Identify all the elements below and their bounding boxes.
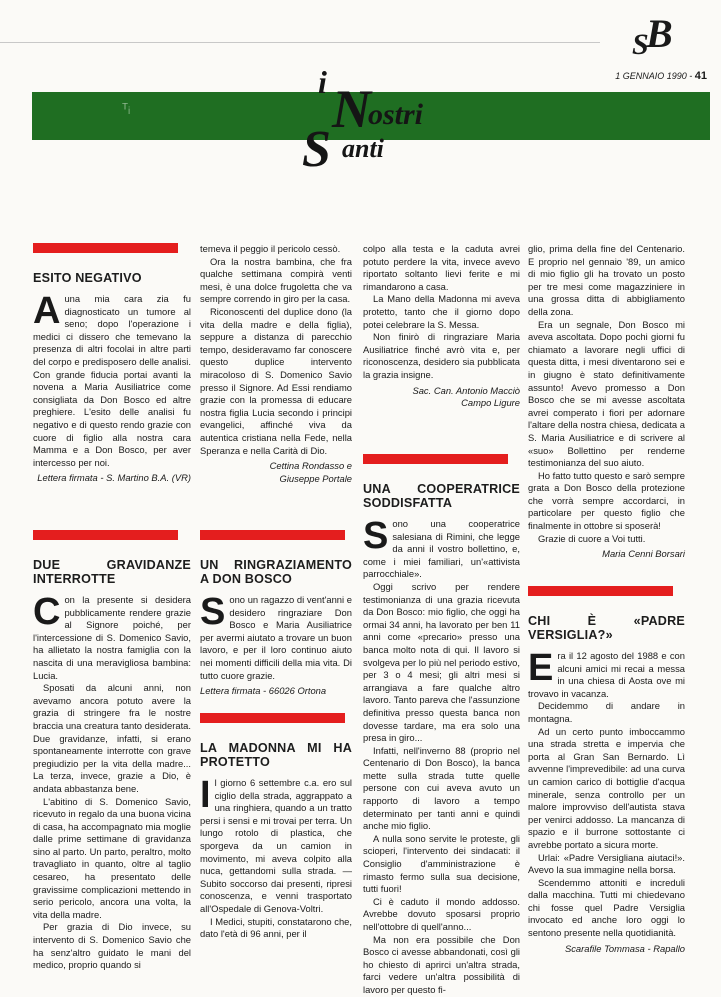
band-mark: ᵀᵢ [122,100,131,116]
masthead-i: i [318,64,327,100]
masthead-anti: anti [342,134,384,163]
article-cooperatrice: UNA COOPERATRICE SODDISFATTA Sono una cooperatrice salesiana di Rimini, che legge da anni il vostro bollettino, e, come i miei familiari, un'«attivista parrocchiale». Oggi scrivo per rendere testimonianza di una grazia ricevuta da Don Bosco: mio figlio, che oggi ha ormai 34 anni, ha lavorato per ben 11 anni come «precario» presso una banca molto nota di qui. Il lavoro si svolgeva per lo più nel periodo estivo, per 3 o 4 mesi; gli altri mesi si arrangiava a fare qualche altro lavoro. Tanto pareva che l'assunzione definitiva presso questa banca non dovesse tardare, ma era solo una presa in giro... Infatti, nell'inverno 88 (proprio nel Centenario di Don Bosco), la banca mette sulla strada tutte quelle persone con cui aveva avuto un rapporto di lavoro a tempo determinato per tanti anni e quindi anche mio figlio. A nulla sono servite le proteste, gli scioperi, l'intervento dei sindacati: il Consiglio d'amministrazione è rimasto fermo sulla sua decisione, tutti fuori! Ci è caduto il mondo addosso. Avrebbe dovuto sposarsi proprio nell'ottobre di quell'anno... Ma non era possibile che Don Bosco ci avesse abbandonati, così gli ho chiesto di aprirci un'altra strada, farci vedere un'altra possibilità di lavoro per questo fi- [363,454,520,997]
drop-cap: A [33,290,61,332]
signature: Cettina Rondasso e Giuseppe Portale [269,460,352,484]
page-number: 41 [694,70,707,82]
column-4: glio, prima della fine del Centenario. E proprio nel gennaio '89, un amico di mio figlio gli ha trovato un posto per tre mesi come magazziniere in una grossa ditta di abbigliamento della zona. Era un segnale, Don Bosco mi aveva ascoltata. Dopo pochi giorni fu chiamato a lavorare negli uffici di questa ditta, i mesi diventarono sei e in giugno è stato definitivamente assunto! Avevo promesso a Don Bosco che se mi avesse ascoltata avrei comperato i fiori per adornare l'altare della nostra chiesa, dedicata a S. Maria Ausiliatrice e di scrivere al «suo» Bollettino per renderne testimonianza del suo aiuto. Ho fatto tutto questo e sarò sempre grata a Don Bosco della protezione che vorrà sempre accordarci, in particolare per questo figlio che finalmente in ottobre si sposerà! Grazie di cuore a Voi tutti. Maria Cenni Borsari CHI È «PADRE VERSIGLIA?» Era il 12 agosto del 1988 e con alcuni amici mi recai a messa in una chiesa di Aosta ove mi trovavo in vacanza. Decidemmo di andare in montagna. Ad un certo punto imboccammo una strada stretta e impervia che porta al Gran San Bernardo. Lì avvenne l'imprevedibile: ad una curva un camion carico di bottiglie d'acqua minerale, senza controllo per un malore improvviso dell'autista stava per venirci addosso. La mancanza di spazio e il burrone sottostante ci avrebbe portato a sicura morte. Urlai: «Padre Versigliana aiutaci!». Avevo la sua immagine nella borsa. Scendemmo attoniti e increduli dalla macchina. Tutti mi chiedevano chi fosse quel Padre Versiglia invocato ed anche loro oggi lo sentono presente nella quotidianità. Scarafile Tommasa - Rapallo [528,243,685,954]
article-title: UN RINGRAZIAMENTO A DON BOSCO [200,558,352,586]
red-bar [200,530,345,540]
top-rule [0,42,600,43]
masthead-n: N [332,79,371,139]
article-title: UNA COOPERATRICE SODDISFATTA [363,482,520,510]
issue-date: 1 GENNAIO 1990 - [615,71,693,81]
article-title: ESITO NEGATIVO [33,271,142,285]
article-title: LA MADONNA MI HA PROTETTO [200,741,352,769]
article-due-gravidanze: DUE GRAVIDANZE INTERROTTE Con la presente si desidera pubblicamente rendere grazie al Signore poiché, per l'intercessione di S. Domenico Savio, ha allietato la nostra famiglia con la nascita di una meravigliosa bambina: Lucia. Sposati da alcuni anni, non avevamo ancora potuto avere la grazia di stringere fra le nostre braccia una creatura tanto desiderata. Due gravidanze, infatti, si erano spontaneamente interrotte con grave pregiudizio per la vita della madre... La terza, invece, grazie a Dio, è andata abbastanza bene. L'abitino di S. Domenico Savio, ricevuto in regalo da una buona vicina di casa, ha accompagnato mia moglie dalle prime settimane di gravidanza sino al parto. Un parto, peraltro, molto travagliato in quanto, oltre al taglio cesareo, ha presentato delle gravissime complicazioni mettendo in serio pericolo, ancora una volta, la vita della madre. Per grazia di Dio invece, su intervento di S. Domenico Savio che ha senz'altro guidato le mani del medico, proprio quando si [33,530,191,972]
drop-cap: C [33,591,61,633]
signature: Maria Cenni Borsari [602,548,685,560]
article-title: CHI È «PADRE VERSIGLIA?» [528,614,685,642]
red-bar [200,713,345,723]
masthead-s: S [302,121,331,178]
drop-cap: S [200,591,226,633]
drop-cap: S [363,515,389,557]
article-madonna: LA MADONNA MI HA PROTETTO Il giorno 6 settembre c.a. ero sul ciglio della strada, aggrappato a una ringhiera, quando a un tratto persi i sensi e mi trovai per terra. Un lungo rotolo di plastica, che sporgeva da un camion in movimento, mi aveva colpito alla nuca, gettandomi sulla strada. — Subito soccorso dai presenti, ripresi conoscenza, e venni trasportato all'Ospedale di Genova-Voltri. I Medici, stupiti, constatarono che, dato l'età di 96 anni, per il [200,713,352,941]
signature: Sac. Can. Antonio Macciò Campo Ligure [412,384,520,409]
drop-cap: I [200,774,211,816]
red-bar [528,586,673,596]
signature: Scarafile Tommasa - Rapallo [564,942,685,954]
column-1 [33,243,191,971]
masthead-i-nostri-santi [298,64,448,178]
article-title: DUE GRAVIDANZE INTERROTTE [33,558,191,586]
article-ringraziamento: UN RINGRAZIAMENTO A DON BOSCO Sono un ragazzo di vent'anni e desidero ringraziare Don Bosco e Maria Ausiliatrice per avermi aiutato a trovare un buon lavoro, e per il loro continuo aiuto nei momenti difficili della mia vita. Di tutto cuore grazie. Lettera firmata - 66026 Ortona [200,530,352,698]
signature: Lettera firmata - 66026 Ortona [200,685,327,697]
logo-b: B [646,11,673,56]
drop-cap: E [528,647,554,689]
red-bar [363,454,508,464]
page-info [615,70,707,82]
column-2: temeva il peggio il pericolo cessò. Ora la nostra bambina, che fra qualche settimana compirà venti mesi, è una dolce frugoletta che va sempre correndo in giro per la casa. Riconoscenti del duplice dono (la vita della madre e della figlia), seppure a distanza di parecchio tempo, desideravamo far conoscere questo duplice intervento miracoloso di S. Domenico Savio presso il Signore. Ad Essi rendiamo grazie con la promessa di educare nostra figlia Lucia secondo i principi evangelici, affinché viva da autentica cristiana nella Fede, nella Speranza e nella Carità di Dio. Cettina Rondasso e Giuseppe Portale UN RINGRAZIAMENTO A DON BOSCO Sono un ragazzo di vent'anni e desidero ringraziare Don Bosco e Maria Ausiliatrice per avermi aiutato a trovare un buon lavoro, e per il loro continuo aiuto nei momenti difficili della mia vita. Di tutto cuore grazie. Lettera firmata - 66026 Ortona LA MADONNA MI HA PROTETTO Il giorno 6 settembre c.a. ero sul ciglio della strada, aggrappato a una ringhiera, quando a un tratto persi i sensi e mi trovai per terra. Un lungo rotolo di plastica, che sporgeva da un camion in movimento, mi aveva colpito alla nuca, gettandomi sulla strada. — Subito soccorso dai presenti, ripresi conoscenza, e venni trasportato all'Ospedale di Genova-Voltri. I Medici, stupiti, constatarono che, dato l'età di 96 anni, per il [200,243,352,940]
article-esito-negativo: ESITO NEGATIVO Auna mia cara zia fu diagnosticato un tumore al seno; dopo l'operazione i medici ci dissero che temevano la presenza di altri focolai in altre parti del corpo e predisposero delle analisi. Con grande fiducia portai avanti la novena a Maria Ausiliatrice come consigliata da Don Bosco ed altre preghiere. L'esito delle analisi fu negativo e di questo rendo grazie con cuore di figlio alla nostra cara Mamma e a Don Bosco, per aver intercesso per noi. Lettera firmata - S. Martino B.A. (VR) [33,243,191,485]
red-bar [33,243,178,253]
logo-s: S [632,28,649,61]
masthead-ostri: ostri [368,98,424,131]
article-padre-versiglia: CHI È «PADRE VERSIGLIA?» Era il 12 agosto del 1988 e con alcuni amici mi recai a messa in una chiesa di Aosta ove mi trovavo in vacanza. Decidemmo di andare in montagna. Ad un certo punto imboccammo una strada stretta e impervia che porta al Gran San Bernardo. Lì avvenne l'imprevedibile: ad una curva un camion carico di bottiglie d'acqua minerale, senza controllo per un malore improvviso dell'autista stava per venirci addosso. La mancanza di spazio e il burrone sottostante ci avrebbe portato a sicura morte. Urlai: «Padre Versigliana aiutaci!». Avevo la sua immagine nella borsa. Scendemmo attoniti e increduli dalla macchina. Tutti mi chiedevano chi fosse quel Padre Versiglia invocato ed anche loro oggi lo sentono presente nella quotidianità. Scarafile Tommasa - Rapallo [528,586,685,955]
column-3: colpo alla testa e la caduta avrei potuto perdere la vita, invece avevo riportato soltanto lievi ferite e mi rimandarono a casa. La Mano della Madonna mi aveva protetto, tanto che il giorno dopo potei celebrare la S. Messa. Non finirò di ringraziare Maria Ausiliatrice finché avrò vita e, per riconoscenza, desidero sia pubblicata la grazia insigne. Sac. Can. Antonio Macciò Campo Ligure UNA COOPERATRICE SODDISFATTA Sono una cooperatrice salesiana di Rimini, che legge da anni il vostro bollettino, e, come i miei familiari, un'«attivista parrocchiale». Oggi scrivo per rendere testimonianza di una grazia ricevuta da Don Bosco: mio figlio, che oggi ha ormai 34 anni, ha lavorato per ben 11 anni come «precario» presso una banca molto nota di qui. Il lavoro si svolgeva per lo più nel periodo estivo, per 3 o 4 mesi; gli altri mesi si arrangiava a fare qualche altro lavoro. Tanto pareva che l'assunzione definitiva presso questa banca non dovesse tardare, ma era solo una presa in giro... Infatti, nell'inverno 88 (proprio nel Centenario di Don Bosco), la banca mette sulla strada tutte quelle persone con cui aveva avuto un rapporto di lavoro a tempo determinato per tanti anni e quindi anche mio figlio. A nulla sono servite le proteste, gli scioperi, l'intervento dei sindacati: il Consiglio d'amministrazione è rimasto fermo sulla sua decisione, tutti fuori! Ci è caduto il mondo addosso. Avrebbe dovuto sposarsi proprio nell'ottobre di quell'anno... Ma non era possibile che Don Bosco ci avesse abbandonati, così gli ho chiesto di aprirci un'altra strada, farci vedere un'altra possibilità di lavoro per questo fi- [363,243,520,995]
signature: Lettera firmata - S. Martino B.A. (VR) [37,472,191,484]
red-bar [33,530,178,540]
